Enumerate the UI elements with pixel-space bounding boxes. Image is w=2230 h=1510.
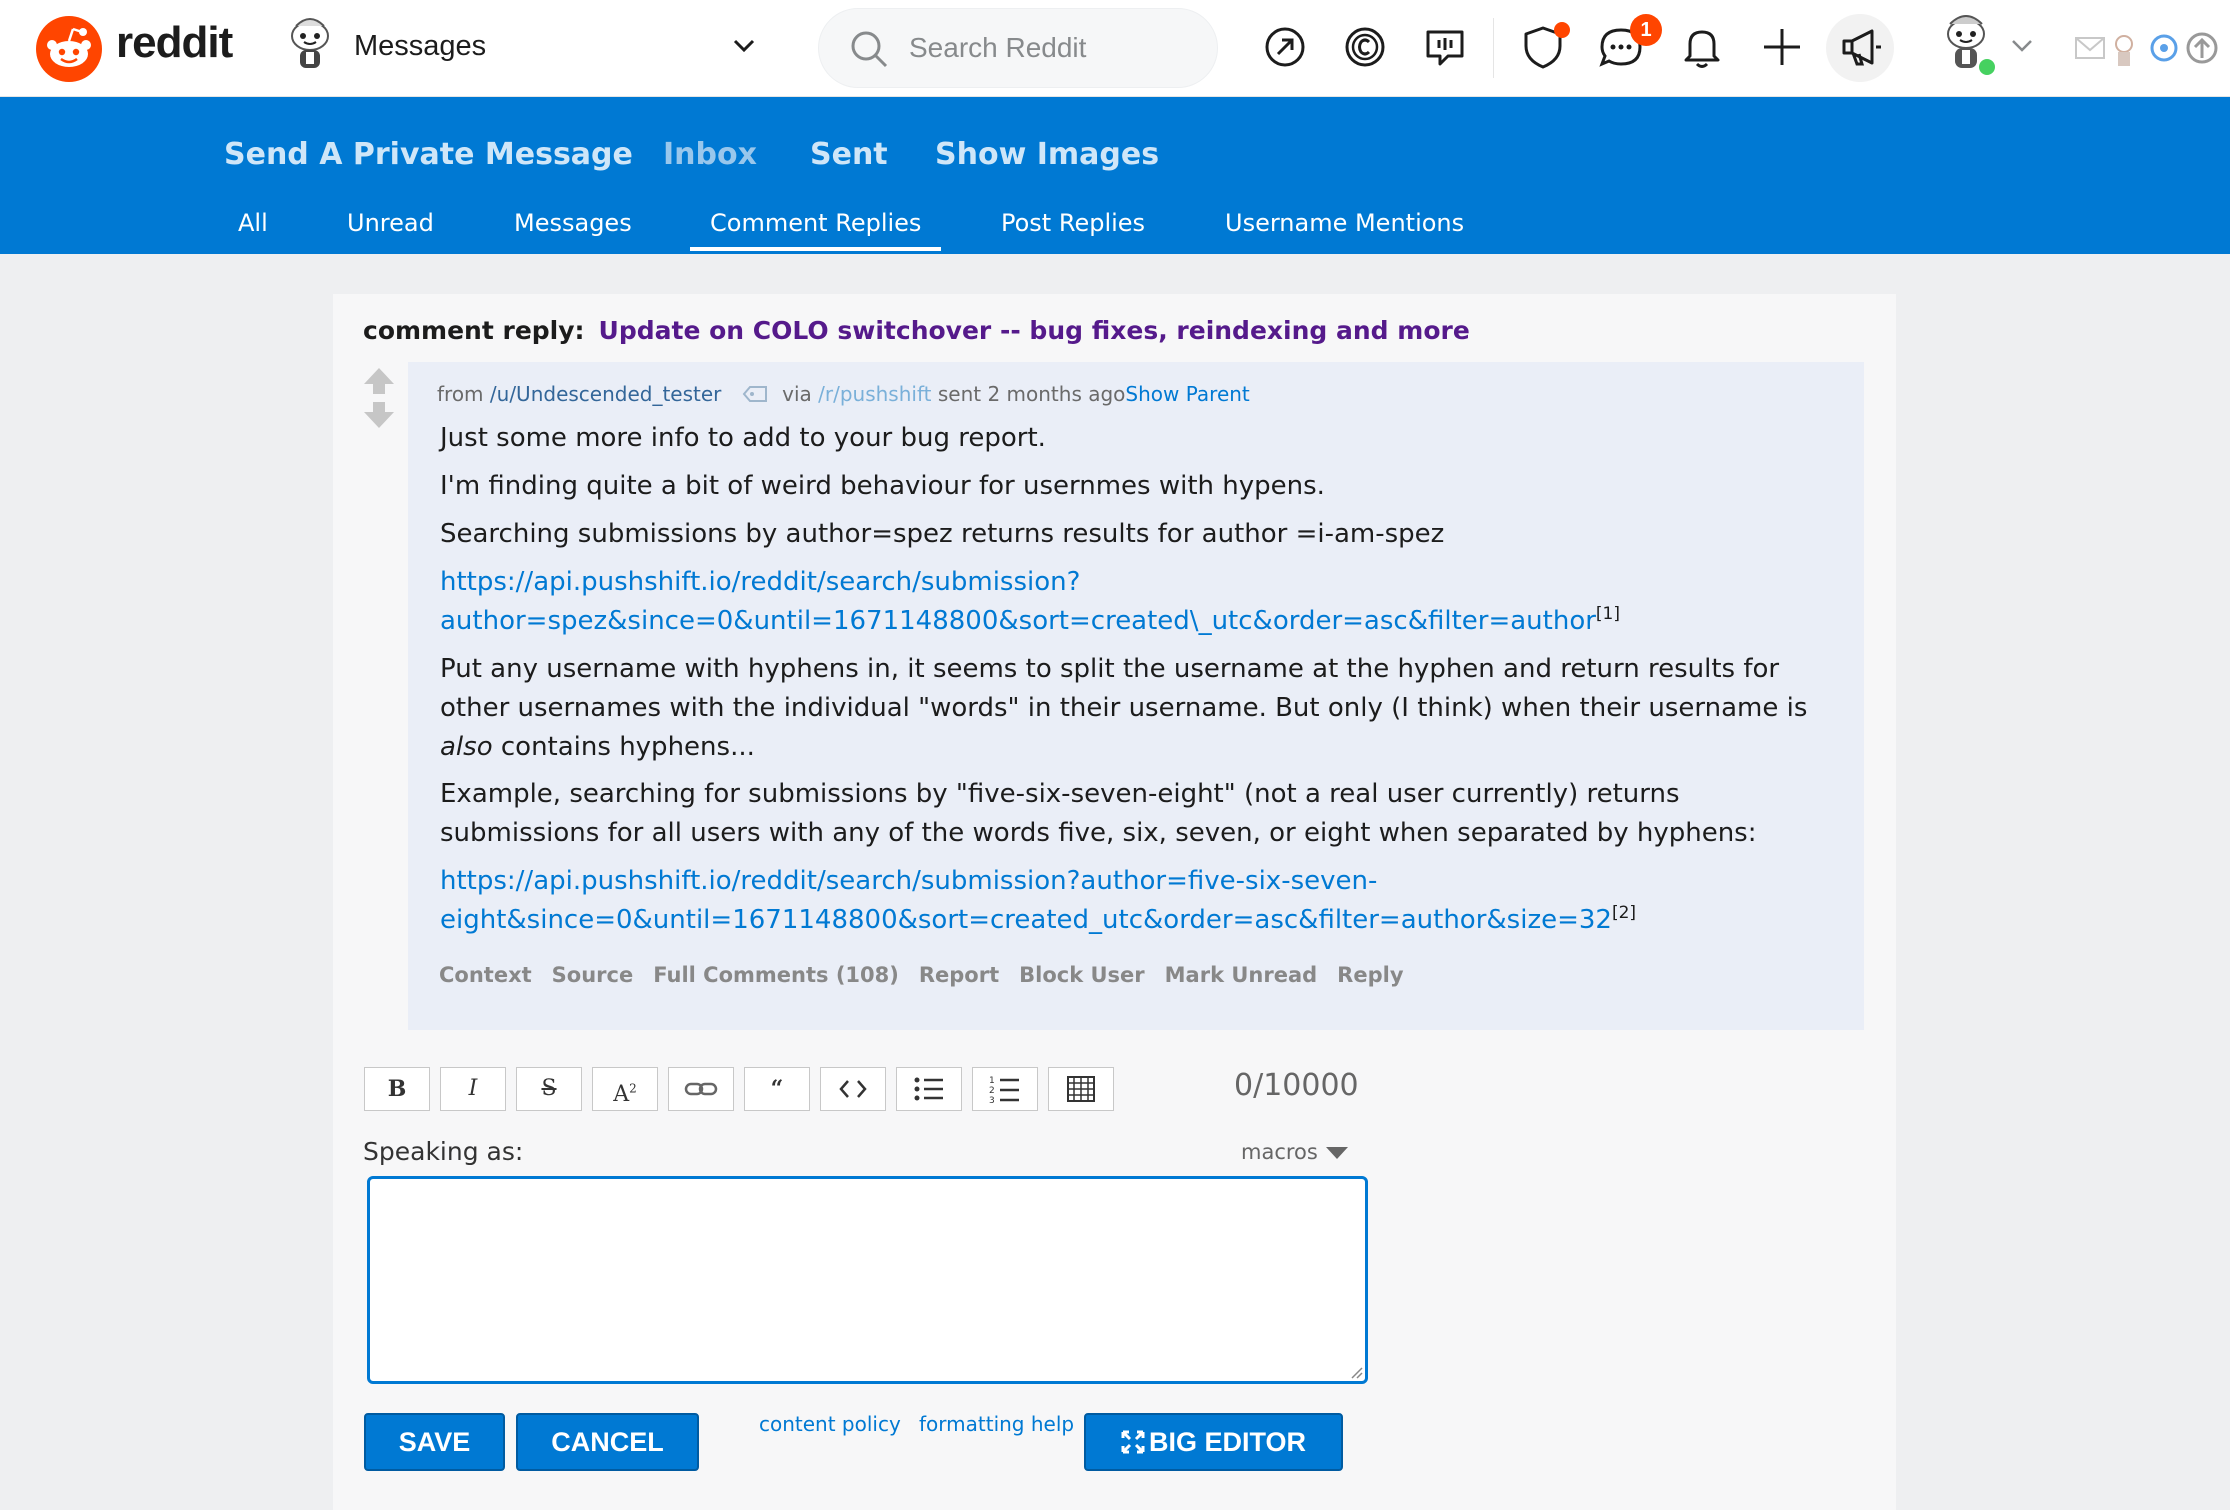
message-paragraph: Just some more info to add to your bug report. bbox=[440, 423, 1046, 453]
subtab-username-mentions[interactable]: Username Mentions bbox=[1225, 209, 1465, 237]
speaking-as-label: Speaking as: bbox=[363, 1137, 524, 1166]
header-divider bbox=[1493, 18, 1494, 78]
pushshift-link-2[interactable]: https://api.pushshift.io/reddit/search/submission?author=five-six-seven- eight&since=0&until=1671148800&sort=created_utc&order=asc&filter=author&size=32 bbox=[440, 866, 1612, 935]
context-button[interactable]: Context bbox=[439, 963, 532, 987]
upvote-arrow-icon bbox=[364, 368, 394, 394]
message-link-paragraph bbox=[440, 862, 1840, 940]
sent-time: sent 2 months ago bbox=[937, 382, 1126, 406]
tab-show-images[interactable]: Show Images bbox=[935, 137, 1160, 172]
message-paragraph: Example, searching for submissions by "five-six-seven-eight" (not a real user currently) returns submissions for all users with any of the words five, six, seven, or eight when separated by hyphens: bbox=[440, 779, 1757, 848]
subtab-unread[interactable]: Unread bbox=[347, 209, 434, 237]
italic-icon: I bbox=[468, 1076, 478, 1101]
coins-icon[interactable] bbox=[1340, 22, 1390, 72]
code-button[interactable] bbox=[820, 1067, 886, 1111]
bulleted-list-icon bbox=[913, 1075, 945, 1103]
strikethrough-icon: S bbox=[541, 1076, 557, 1101]
messages-avatar-icon bbox=[286, 14, 334, 72]
message-link-paragraph bbox=[440, 563, 1840, 641]
footnote-ref-1: [1] bbox=[1595, 604, 1621, 624]
from-label: from bbox=[437, 382, 484, 406]
plus-icon[interactable] bbox=[1757, 22, 1807, 72]
superscript-button[interactable] bbox=[592, 1067, 658, 1111]
subtab-messages[interactable]: Messages bbox=[514, 209, 632, 237]
message-tagline bbox=[437, 382, 1250, 408]
subject-prefix: comment reply: bbox=[363, 316, 585, 345]
svg-text:2: 2 bbox=[989, 1086, 995, 1096]
talk-icon[interactable] bbox=[1420, 22, 1470, 72]
online-status-dot bbox=[1976, 56, 1998, 78]
message-paragraph: Searching submissions by author=spez returns results for author =i-am-spez bbox=[440, 519, 1445, 549]
subreddit-link[interactable]: /r/pushshift bbox=[818, 382, 932, 406]
chat-badge: 1 bbox=[1630, 14, 1662, 46]
quote-button[interactable] bbox=[744, 1067, 810, 1111]
svg-text:3: 3 bbox=[989, 1096, 995, 1104]
top-header bbox=[0, 0, 2230, 97]
block-user-button[interactable]: Block User bbox=[1019, 963, 1145, 987]
reddit-wordmark[interactable]: reddit bbox=[116, 18, 233, 67]
author-link[interactable]: /u/Undescended_tester bbox=[489, 382, 722, 406]
expand-icon bbox=[1121, 1430, 1145, 1454]
show-parent-link[interactable]: Show Parent bbox=[1125, 382, 1250, 406]
message-subject bbox=[363, 316, 1470, 345]
numbered-list-button[interactable] bbox=[972, 1067, 1038, 1111]
link-button[interactable] bbox=[668, 1067, 734, 1111]
italic-button[interactable] bbox=[440, 1067, 506, 1111]
big-editor-button[interactable]: BIG EDITOR bbox=[1084, 1413, 1343, 1471]
mod-notification-dot bbox=[1554, 22, 1570, 38]
svg-text:1: 1 bbox=[989, 1076, 995, 1086]
reply-textarea[interactable] bbox=[367, 1176, 1368, 1384]
strikethrough-button[interactable] bbox=[516, 1067, 582, 1111]
tab-sent[interactable]: Sent bbox=[810, 137, 888, 172]
reddit-logo-icon[interactable] bbox=[36, 16, 102, 82]
footnote-ref-2: [2] bbox=[1611, 903, 1637, 923]
popular-arrow-icon[interactable] bbox=[1260, 22, 1310, 72]
message-tab-bar bbox=[0, 97, 2230, 254]
char-counter: 0/10000 bbox=[1234, 1068, 1359, 1103]
quote-icon: “ bbox=[770, 1076, 784, 1102]
formatting-help-link[interactable]: formatting help bbox=[919, 1412, 1075, 1436]
vote-arrows bbox=[362, 366, 396, 434]
code-icon bbox=[838, 1077, 868, 1101]
extension-icons bbox=[2074, 28, 2224, 68]
user-tag-icon[interactable] bbox=[742, 384, 768, 408]
subject-post-link[interactable]: Update on COLO switchover -- bug fixes, reindexing and more bbox=[598, 316, 1470, 345]
chevron-down-icon[interactable] bbox=[730, 32, 758, 64]
message-paragraph: Put any username with hyphens in, it seems to split the username at the hyphen and return results for other usernames with the individual "words" in their username. But only (I think) when their username is also contains hyphens... bbox=[440, 654, 1808, 762]
megaphone-icon bbox=[1836, 22, 1886, 72]
mark-unread-button[interactable]: Mark Unread bbox=[1164, 963, 1318, 987]
bulleted-list-button[interactable] bbox=[896, 1067, 962, 1111]
tab-inbox[interactable]: Inbox bbox=[663, 137, 757, 172]
bell-icon[interactable] bbox=[1677, 22, 1727, 72]
link-icon bbox=[684, 1079, 718, 1099]
dropdown-triangle-icon bbox=[1326, 1147, 1348, 1159]
superscript-icon: $A^2$ bbox=[613, 1082, 637, 1108]
search-bar[interactable] bbox=[818, 8, 1218, 88]
tab-send-private-message[interactable]: Send A Private Message bbox=[224, 137, 633, 172]
save-button[interactable]: SAVE bbox=[364, 1413, 505, 1471]
via-label: via bbox=[782, 382, 812, 406]
search-input[interactable] bbox=[907, 25, 1201, 71]
content-policy-link[interactable]: content policy bbox=[759, 1412, 901, 1436]
numbered-list-icon bbox=[989, 1074, 1021, 1104]
user-menu-chevron-icon[interactable] bbox=[2008, 32, 2036, 64]
message-paragraph: I'm finding quite a bit of weird behaviour for usernmes with hypens. bbox=[440, 471, 1325, 501]
reply-button[interactable]: Reply bbox=[1337, 963, 1404, 987]
search-icon bbox=[849, 29, 889, 73]
subtab-all[interactable]: All bbox=[238, 209, 268, 237]
emphasis-text: also bbox=[440, 732, 493, 762]
table-icon bbox=[1067, 1076, 1095, 1102]
bold-icon: B bbox=[387, 1076, 407, 1102]
cancel-button[interactable]: CANCEL bbox=[516, 1413, 699, 1471]
full-comments-button[interactable]: Full Comments (108) bbox=[653, 963, 899, 987]
downvote-arrow-icon bbox=[364, 402, 394, 428]
source-button[interactable]: Source bbox=[551, 963, 634, 987]
context-switcher-label[interactable]: Messages bbox=[354, 30, 487, 62]
pushshift-link-1[interactable]: https://api.pushshift.io/reddit/search/submission? author=spez&since=0&until=1671148800&sort=created\_utc&order=asc&filter=author bbox=[440, 567, 1596, 636]
resize-handle-icon[interactable] bbox=[1349, 1365, 1363, 1379]
bold-button[interactable] bbox=[364, 1067, 430, 1111]
subtab-comment-replies[interactable]: Comment Replies bbox=[690, 209, 941, 251]
report-button[interactable]: Report bbox=[918, 963, 1000, 987]
subtab-post-replies[interactable]: Post Replies bbox=[1001, 209, 1146, 237]
macros-dropdown[interactable]: macros bbox=[1241, 1140, 1348, 1164]
message-actions bbox=[439, 963, 1424, 987]
table-button[interactable] bbox=[1048, 1067, 1114, 1111]
